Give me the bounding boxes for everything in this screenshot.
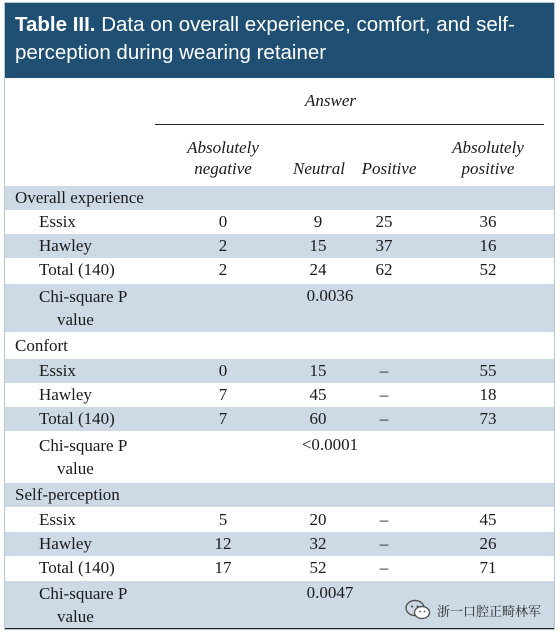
- wechat-icon: [405, 599, 431, 621]
- section-header: Confort: [15, 336, 68, 355]
- watermark: [405, 599, 541, 621]
- table-row: Total (140) 17 52 – 71: [39, 558, 497, 577]
- table-row: Essix 5 20 – 45: [39, 510, 497, 529]
- col-absolutely-negative: Absolutely negative: [187, 138, 259, 178]
- table-row: Hawley 7 45 – 18: [39, 385, 497, 404]
- table-row: Hawley 12 32 – 26: [5, 532, 554, 556]
- table-row: Total (140) 7 60 – 73: [5, 407, 554, 431]
- section-header: Self-perception: [5, 483, 554, 507]
- watermark-text: 浙一口腔正畸林军: [437, 604, 542, 620]
- bottom-rule: [5, 628, 554, 629]
- col-neutral: Neutral: [293, 159, 345, 178]
- section-header: Overall experience: [5, 186, 554, 210]
- table-number: Table III.: [15, 13, 96, 36]
- chi-square-row: Chi-square P value 0.0036: [5, 284, 554, 332]
- table-frame: [4, 2, 555, 630]
- p-value: 0.0047: [306, 583, 354, 602]
- col-positive: Positive: [361, 159, 417, 178]
- table-title: [5, 3, 554, 78]
- table-row: Essix 0 9 25 36: [39, 212, 497, 231]
- chi-square-row: Chi-square P value 0.0047: [5, 581, 554, 629]
- answer-header: Answer: [305, 91, 356, 110]
- p-value: 0.0036: [306, 286, 354, 305]
- table-row: Essix 0 15 – 55: [5, 359, 554, 383]
- p-value: <0.0001: [301, 435, 359, 454]
- table-caption: Data on overall experience, comfort, and self-perception during wearing retainer: [15, 13, 515, 64]
- table-row: Total (140) 2 24 62 52: [39, 260, 497, 279]
- answer-rule: [155, 124, 544, 125]
- table-row: Hawley 2 15 37 16: [5, 234, 554, 258]
- chi-square-row: Chi-square P value <0.0001: [5, 433, 554, 481]
- col-absolutely-positive: Absolutely positive: [452, 138, 524, 178]
